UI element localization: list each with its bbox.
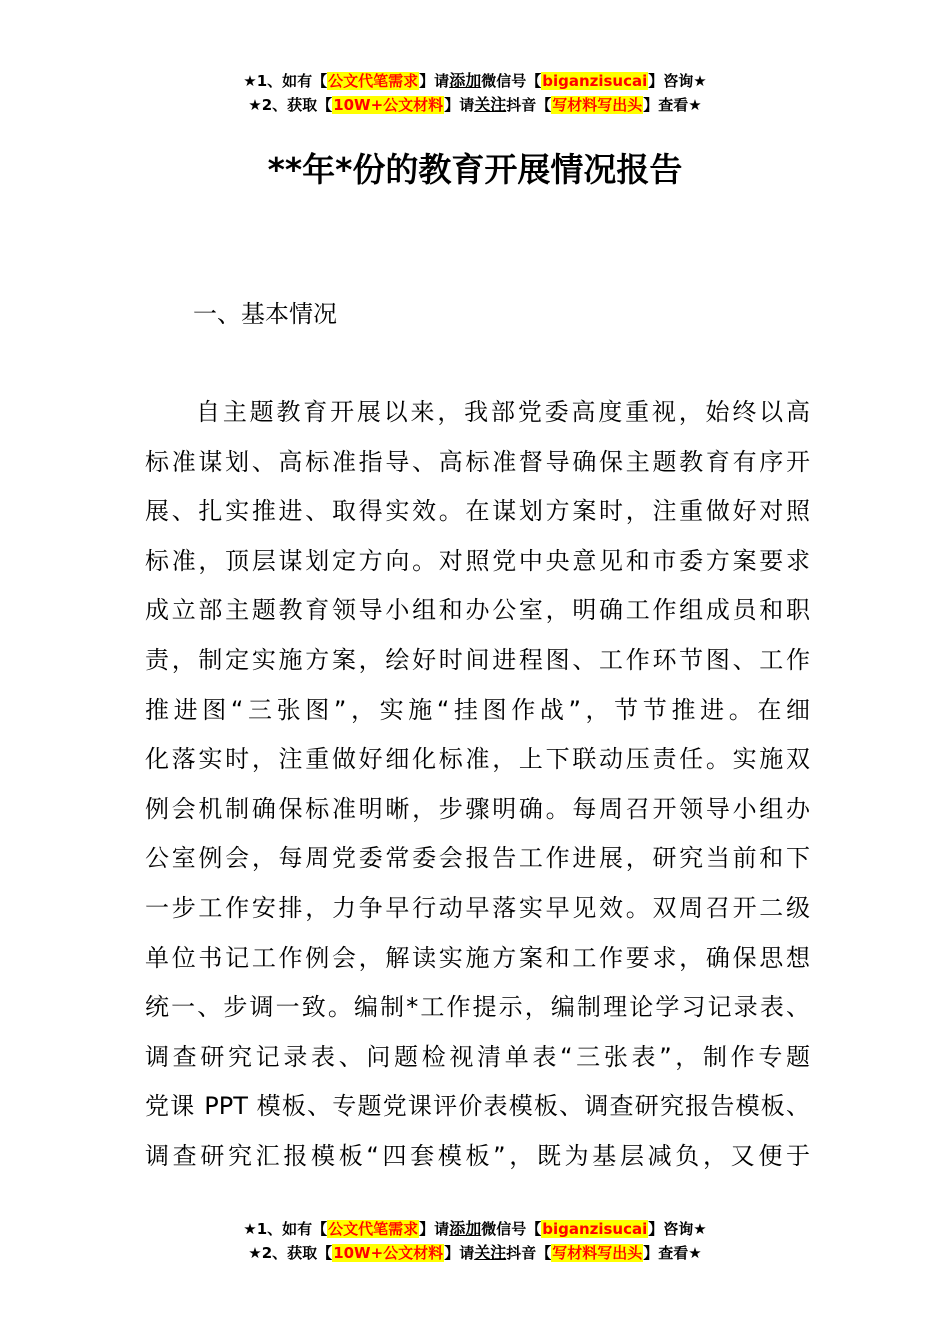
promo-text: ★2、获取【 <box>248 1244 333 1262</box>
promo-line-1 <box>0 69 950 93</box>
promo-text: 】咨询★ <box>648 72 707 90</box>
promo-douyin-id: 写材料写出头 <box>552 96 643 114</box>
promo-footer <box>0 1217 950 1265</box>
paragraph-line: 统一、步调一致。编制*工作提示，编制理论学习记录表、 <box>145 993 810 1022</box>
paragraph-line: 例会机制确保标准明晰，步骤明确。每周召开领导小组办 <box>145 794 810 823</box>
paragraph-line: 单位书记工作例会，解读实施方案和工作要求，确保思想 <box>145 943 810 972</box>
body-paragraph <box>145 388 810 1182</box>
paragraph-line: 党课 PPT 模板、专题党课评价表模板、调查研究报告模板、 <box>145 1092 810 1121</box>
paragraph-line: 标准谋划、高标准指导、高标准督导确保主题教育有序开 <box>145 447 810 476</box>
promo-text: 】请 <box>419 72 450 90</box>
promo-text: 】请 <box>444 96 475 114</box>
promo-text: 】请 <box>444 1244 475 1262</box>
paragraph-line: 成立部主题教育领导小组和办公室，明确工作组成员和职 <box>145 596 810 625</box>
section-heading: 一、基本情况 <box>193 300 337 328</box>
paragraph-line: 化落实时，注重做好细化标准，上下联动压责任。实施双 <box>145 745 810 774</box>
promo-highlight: 公文代笔需求 <box>328 72 419 90</box>
promo-highlight: 公文代笔需求 <box>328 1220 419 1238</box>
promo-text: 】咨询★ <box>648 1220 707 1238</box>
paragraph-line: 调查研究记录表、问题检视清单表“三张表”，制作专题 <box>145 1042 810 1071</box>
promo-line-1 <box>0 1217 950 1241</box>
paragraph-line: 公室例会，每周党委常委会报告工作进展，研究当前和下 <box>145 844 810 873</box>
promo-text: 】查看★ <box>643 1244 702 1262</box>
promo-line-2 <box>0 93 950 117</box>
promo-text: 抖音【 <box>506 96 552 114</box>
promo-text: 微信号【 <box>481 72 542 90</box>
promo-wechat-id: biganzisucai <box>542 1220 648 1238</box>
document-title: **年*份的教育开展情况报告 <box>267 150 683 189</box>
promo-text: 】查看★ <box>643 96 702 114</box>
promo-underline: 关注 <box>474 95 507 114</box>
promo-text: 】请 <box>419 1220 450 1238</box>
paragraph-line: 推进图“三张图”，实施“挂图作战”，节节推进。在细 <box>145 695 810 724</box>
paragraph-line: 一步工作安排，力争早行动早落实早见效。双周召开二级 <box>145 893 810 922</box>
promo-text: ★1、如有【 <box>243 1220 328 1238</box>
promo-text: ★1、如有【 <box>243 72 328 90</box>
promo-underline: 添加 <box>449 1219 482 1238</box>
promo-underline: 添加 <box>449 71 482 90</box>
promo-highlight: 10W+公文材料 <box>333 96 444 114</box>
promo-douyin-id: 写材料写出头 <box>552 1244 643 1262</box>
paragraph-line: 调查研究汇报模板“四套模板”，既为基层减负，又便于 <box>145 1141 810 1170</box>
paragraph-line: 标准，顶层谋划定方向。对照党中央意见和市委方案要求 <box>145 546 810 575</box>
paragraph-line: 自主题教育开展以来，我部党委高度重视，始终以高 <box>196 398 810 426</box>
promo-highlight: 10W+公文材料 <box>333 1244 444 1262</box>
promo-wechat-id: biganzisucai <box>542 72 648 90</box>
promo-text: 微信号【 <box>481 1220 542 1238</box>
promo-line-2 <box>0 1241 950 1265</box>
promo-header <box>0 69 950 117</box>
paragraph-line: 责，制定实施方案，绘好时间进程图、工作环节图、工作 <box>145 645 810 674</box>
promo-underline: 关注 <box>474 1243 507 1262</box>
promo-text: 抖音【 <box>506 1244 552 1262</box>
promo-text: ★2、获取【 <box>248 96 333 114</box>
paragraph-line: 展、扎实推进、取得实效。在谋划方案时，注重做好对照 <box>145 497 810 526</box>
